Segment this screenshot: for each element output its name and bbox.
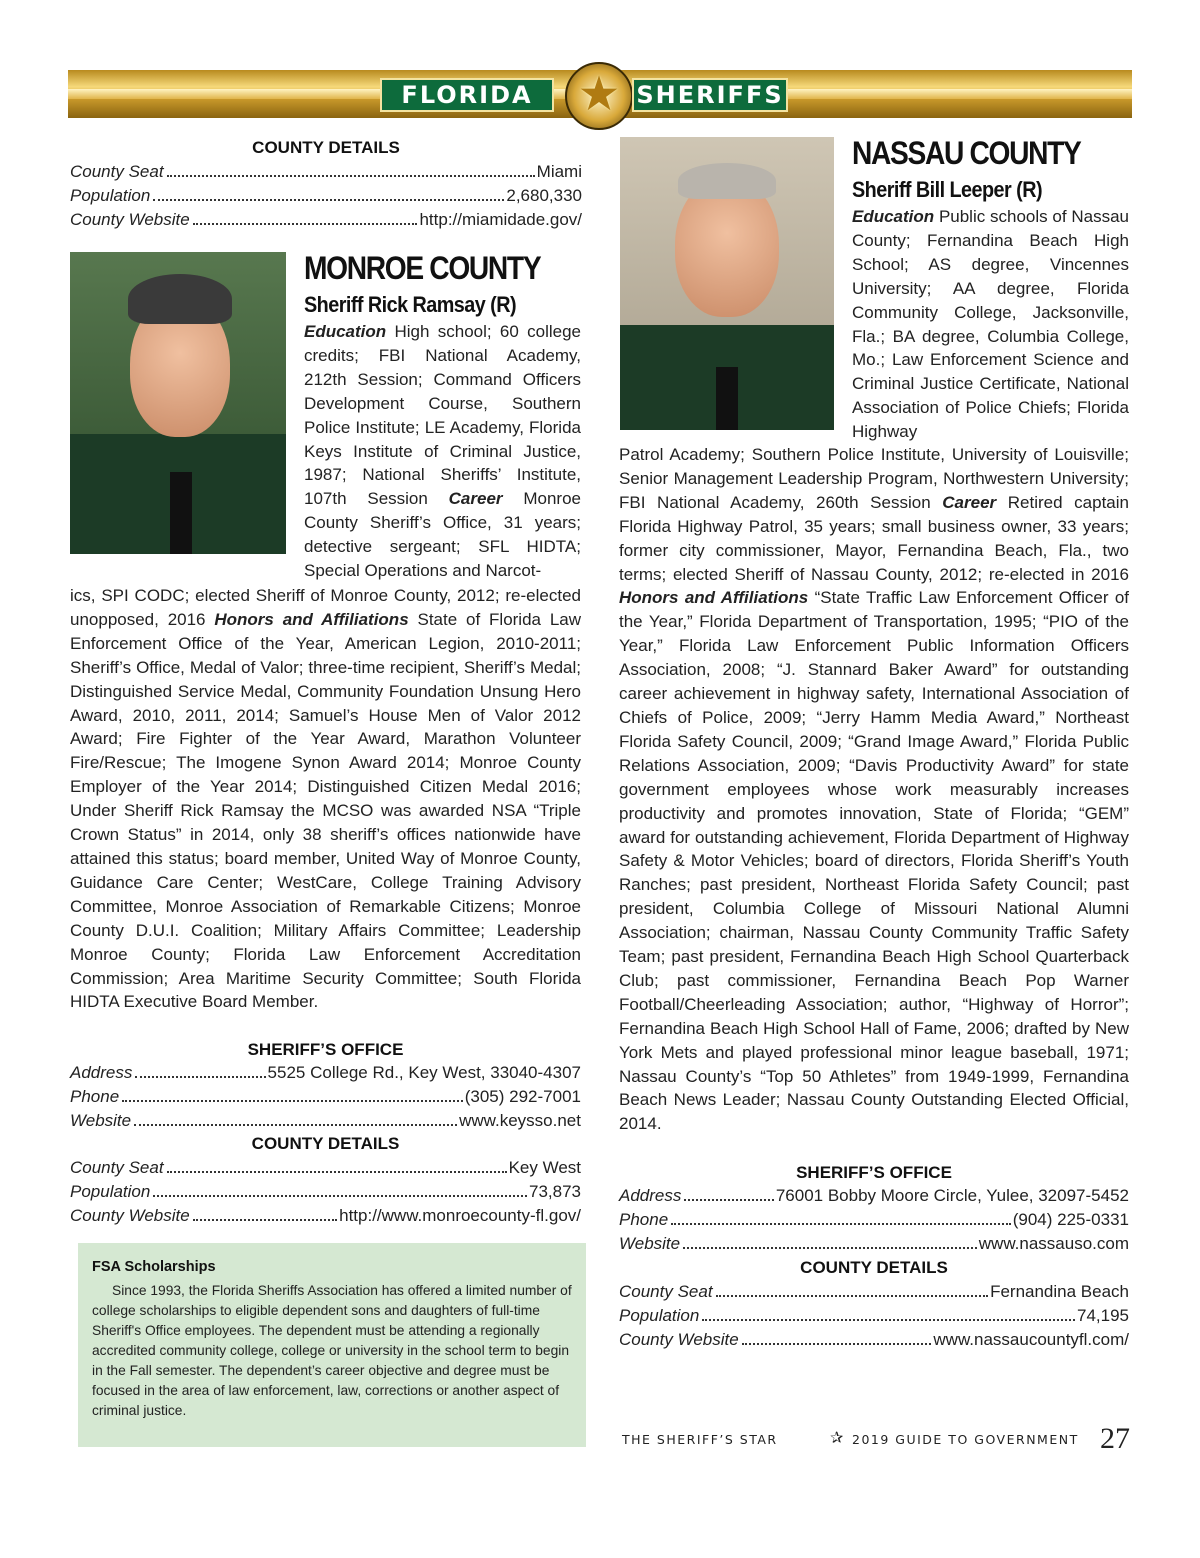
nassau-county-details-heading: COUNTY DETAILS xyxy=(800,1258,948,1277)
honors-text: State of Florida Law Enforcement Office of the Year, American Legion, 2010-2011; Sheriff’s Office, Medal of Valor; three-time recipient, Sheriff’s Medal; Distinguished Service Medal, Community Foundation Unsung Hero Award, 2010, 2011, 2014; Samuel’s House Men of Valor 2012 Award; Fire Fighter of the Year Award, Marathon Volunteer Fire/Rescue; The Imogene Synon Award 2014; Monroe County Employer of the Year 2014; Distinguished Citizen Medal 2016; Under Sheriff Rick Ramsay the MCSO was awarded NSA “Triple Crown Status” in 2014, only 38 sheriff’s offices nationwide have attained this status; board member, United Way of Monroe County, Guidance Care Center; WestCare, College Training Advisory Committee, Monroe Association of Remarkable Citizens; Monroe County D.U.I. Coalition; Military Affairs Committee; Leadership Monroe County; Florida Law Enforcement Accreditation Commission; Area Maritime Security Committee; South Florida HIDTA Executive Board Member. xyxy=(70,609,582,1012)
fsa-title: FSA Scholarships xyxy=(92,1259,216,1275)
honors-label: Honors and Affiliations xyxy=(619,588,809,608)
detail-row xyxy=(619,1184,1129,1208)
detail-value: (904) 225-0331 xyxy=(1012,1210,1129,1229)
education-text-cont: Patrol Academy; Southern Police Institute, University of Louisville; Senior Management Leadership Program, Northwestern University; FBI National Academy, 260th Session xyxy=(619,445,1129,512)
monroe-bio-top xyxy=(304,320,581,583)
honors-text: “State Traffic Law Enforcement Officer of the Year,” Florida Department of Transportation, 1995; “PIO of the Year,” Florida Law Enforcement Public Information Officers Association, 2008; “J. Stannard Baker Award” for outstanding career achievement in highway safety, International Association of Chiefs of Police, 2009; “Jerry Hamm Media Award,” Northeast Florida Safety Council, 2009; “Grand Image Award,” Florida Public Relations Association, 2009; “Davis Productivity Award” for state government employees whose work measurably increases productivity and promotes innovation, State of Florida; “GEM” award for outstanding achievement, Florida Department of Highway Safety & Motor Vehicles; board of directors, Florida Sheriff’s Youth Ranches; past president, Northeast Florida Safety Council; past president, Columbia College of Missouri National Alumni Association; chairman, Nassau County Community Traffic Safety Team; past president, Fernandina Beach High School Quarterback Club; past commissioner, Fernandina Beach Pop Warner Football/Cheerleading Association; author, “Highway of Horror”; Fernandina Beach High School Hall of Fame, 2006; drafted by New York Mets and played professional minor league baseball, 1971; Nassau County’s “Top 50 Athletes” from 1949-1999, Fernandina Beach News Leader; Nassau County Outstanding Elected Official, 2014. xyxy=(619,588,1130,1134)
detail-row xyxy=(619,1208,1129,1232)
detail-value: www.keysso.net xyxy=(459,1111,581,1130)
education-text: High school; 60 college credits; FBI National Academy, 212th Session; Command Officers Development Course, Southern Police Institute; LE Academy, Florida Keys Institute of Criminal Justice, 1987; National Sheriffs’ Institute, 107th Session xyxy=(304,322,581,509)
monroe-sheriff-name: Sheriff Rick Ramsay (R) xyxy=(304,292,517,317)
fsa-text: Since 1993, the Florida Sheriffs Association has offered a limited number of college scholarships to eligible dependent sons and daughters of full-time Sheriff's Office employees. The dependent must be attending a regionally accredited community college, college or university in the school term to begin in the Fall semester. The dependent’s career objective and degree must be focused in the area of law enforcement, law, corrections or another aspect of criminal justice. xyxy=(92,1283,572,1418)
monroe-office-details xyxy=(70,1061,581,1133)
detail-value: http://miamidade.gov/ xyxy=(419,210,582,229)
star-badge-icon xyxy=(565,62,633,130)
detail-label: Phone xyxy=(70,1087,120,1106)
sheriff-leeper-photo xyxy=(620,137,834,430)
nassau-office-details xyxy=(619,1184,1129,1256)
detail-row xyxy=(619,1232,1129,1256)
nassau-office-heading: SHERIFF’S OFFICE xyxy=(796,1163,952,1182)
detail-label: County Website xyxy=(70,210,190,229)
detail-label: County Seat xyxy=(619,1282,713,1301)
detail-value: (305) 292-7001 xyxy=(464,1087,581,1106)
nassau-county-title: NASSAU COUNTY xyxy=(852,135,1081,171)
detail-label: Population xyxy=(70,186,151,205)
footer-star-icon: ✰ xyxy=(830,1428,845,1447)
education-label: Education xyxy=(304,322,387,341)
detail-label: Website xyxy=(619,1234,681,1253)
honors-label: Honors and Affiliations xyxy=(214,609,409,629)
detail-value: www.nassaucountyfl.com/ xyxy=(933,1330,1129,1349)
career-label: Career xyxy=(942,492,997,512)
detail-label: County Seat xyxy=(70,1158,164,1177)
detail-row xyxy=(619,1328,1129,1352)
career-text: Retired captain Florida Highway Patrol, 35 years; small business owner, 33 years; former city commissioner, Mayor, Fernandina Beach, Fla., two terms; elected Sheriff of Nassau County, 2012; re-elected in 2016 xyxy=(619,492,1129,584)
detail-value: Fernandina Beach xyxy=(990,1282,1129,1301)
nassau-county-details xyxy=(619,1280,1129,1352)
detail-label: Address xyxy=(619,1186,682,1205)
detail-row xyxy=(70,1085,581,1109)
career-text: Monroe County Sheriff’s Office, 31 years; detective sergeant; SFL HIDTA; Special Operations and Narcot- xyxy=(304,489,581,581)
detail-value: 2,680,330 xyxy=(506,186,582,205)
monroe-county-details xyxy=(70,1156,581,1228)
detail-value: Key West xyxy=(508,1158,581,1177)
detail-row xyxy=(70,208,582,232)
detail-row xyxy=(70,160,582,184)
monroe-county-details-heading: COUNTY DETAILS xyxy=(251,1134,400,1153)
banner-florida-label: FLORIDA xyxy=(380,78,554,112)
sheriff-ramsay-photo xyxy=(70,252,286,554)
detail-label: County Website xyxy=(619,1330,739,1349)
detail-value: 74,195 xyxy=(1077,1306,1129,1325)
education-label: Education xyxy=(852,207,935,226)
career-text-cont: ics, SPI CODC; elected Sheriff of Monroe County, 2012; re-elected unopposed, 2016 xyxy=(70,586,581,629)
miami-county-details xyxy=(70,160,582,232)
detail-row xyxy=(70,1109,581,1133)
detail-value: 76001 Bobby Moore Circle, Yulee, 32097-5452 xyxy=(775,1186,1129,1205)
detail-label: Address xyxy=(70,1063,133,1082)
nassau-bio-top xyxy=(852,205,1129,444)
detail-row xyxy=(70,1204,581,1228)
fsa-scholarships-box xyxy=(78,1243,586,1447)
page-number: 27 xyxy=(1100,1422,1130,1455)
detail-label: County Website xyxy=(70,1206,190,1225)
detail-label: Population xyxy=(619,1306,700,1325)
detail-value: 73,873 xyxy=(529,1182,581,1201)
detail-row xyxy=(70,1061,581,1085)
detail-row xyxy=(619,1304,1129,1328)
detail-label: Phone xyxy=(619,1210,669,1229)
footer-publication: THE SHERIFF’S STAR xyxy=(622,1432,778,1447)
detail-label: County Seat xyxy=(70,162,164,181)
page-footer xyxy=(622,1424,1130,1460)
monroe-office-heading: SHERIFF’S OFFICE xyxy=(247,1040,404,1059)
education-text: Public schools of Nassau County; Fernandina Beach High School; AS degree, Vincennes University; AA degree, Florida Community College, Jacksonville, Fla.; BA degree, Columbia College, Mo.; Law Enforcement Science and Criminal Justice Certificate, National Association of Police Chiefs; Florida Highway xyxy=(852,207,1129,442)
monroe-county-title: MONROE COUNTY xyxy=(304,250,541,286)
detail-value: http://www.monroecounty-fl.gov/ xyxy=(339,1206,581,1225)
monroe-bio-bottom xyxy=(70,584,581,1014)
florida-sheriffs-banner xyxy=(68,68,1132,121)
star-icon: ★ xyxy=(577,68,621,121)
detail-row xyxy=(619,1280,1129,1304)
detail-row xyxy=(70,1156,581,1180)
detail-row xyxy=(70,184,582,208)
banner-sheriffs-label: SHERIFFS xyxy=(632,78,788,112)
nassau-sheriff-name: Sheriff Bill Leeper (R) xyxy=(852,177,1043,202)
detail-label: Website xyxy=(70,1111,132,1130)
miami-county-details-heading: COUNTY DETAILS xyxy=(252,138,400,157)
detail-value: www.nassauso.com xyxy=(978,1234,1129,1253)
career-label: Career xyxy=(448,489,503,509)
detail-label: Population xyxy=(70,1182,151,1201)
detail-value: Miami xyxy=(536,162,582,181)
nassau-bio-bottom xyxy=(619,443,1129,1136)
detail-row xyxy=(70,1180,581,1204)
detail-value: 5525 College Rd., Key West, 33040-4307 xyxy=(267,1063,581,1082)
footer-guide-title: 2019 GUIDE TO GOVERNMENT xyxy=(852,1432,1079,1447)
